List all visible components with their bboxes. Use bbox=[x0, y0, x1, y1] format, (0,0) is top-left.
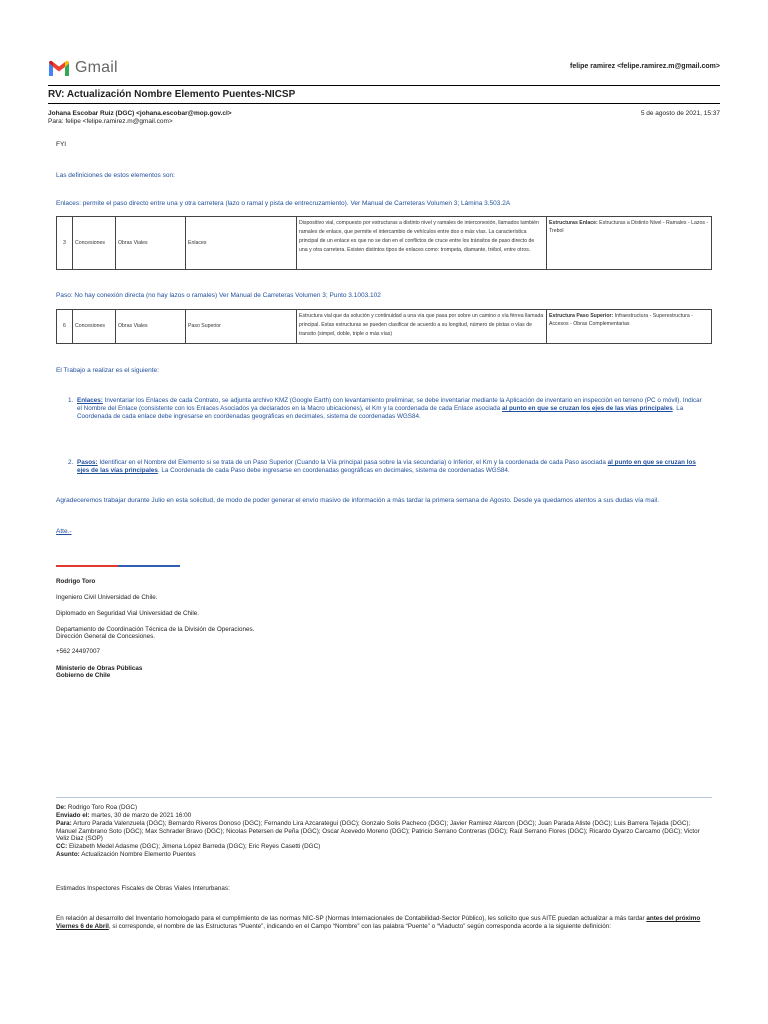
intro-text: Las definiciones de estos elementos son: bbox=[56, 172, 175, 179]
list-item: 2. Pasos: Identificar en el Nombre del Elemento si se trata de un Paso Superior (Cuando la Vía principal pasa sobre la vía secundaria) o Inferior, el Km y la coordenada de cada Paso asociada al punto en que se cruzan los ejes de las vías principales. La Coordenada de cada Paso debe ingresarse en coordenadas geográficas en decimales, sistema de coordenadas WGS84. bbox=[68, 459, 696, 474]
element-cell: Enlaces bbox=[186, 217, 297, 270]
signature-line: Dirección General de Concesiones. bbox=[56, 633, 156, 640]
description-cell: Estructura vial que da solución y continuidad a una vía que pasa por sobre un camino o vía férrea llamada principal. Estas estructuras se pueden clasificar de acuerdo a su longitud, número de pistas o vías de transito (simpel, doble, triple o más vías) bbox=[297, 310, 547, 344]
forward-subject: Asunto: Actualización Nombre Elemento Puentes bbox=[56, 851, 196, 859]
signature-line: Diplomado en Seguridad Vial Universidad de Chile. bbox=[56, 610, 200, 617]
gmail-wordmark: Gmail bbox=[75, 59, 118, 76]
forward-header bbox=[56, 804, 712, 859]
table-row bbox=[57, 217, 712, 270]
fyi-text: FYI bbox=[56, 141, 67, 148]
trabajo-heading: El Trabajo a realizar es el siguiente: bbox=[56, 367, 159, 374]
email-subject: RV: Actualización Nombre Elemento Puentes-NICSP bbox=[48, 89, 296, 100]
enlaces-label: Enlaces: bbox=[77, 397, 103, 404]
type-cell: Obras Viales bbox=[116, 310, 186, 344]
header-divider bbox=[48, 85, 720, 86]
signature-org: Gobierno de Chile bbox=[56, 672, 111, 679]
signature-org: Ministerio de Obras Públicas bbox=[56, 665, 143, 672]
gmail-header bbox=[48, 58, 720, 78]
deadline-emphasis: antes del próximo Viernes 6 de Abril bbox=[56, 915, 701, 930]
enlaces-definition: Enlaces: permite el paso directo entre una y otra carretera (lazo o ramal y pista de entrecruzamiento). Ver Manual de Carreteras Volumen 3; Lámina 3.503.2A bbox=[56, 200, 511, 207]
gmail-logo bbox=[48, 58, 118, 78]
closing-text: Agradeceremos trabajar durante Julio en esta solicitud, de modo de poder generar el envío masivo de información a más tardar la primera semana de Agosto. Desde ya quedamos atentos a sus dudas vía mail. bbox=[56, 497, 660, 504]
table-row bbox=[57, 310, 712, 344]
pasos-label: Pasos: bbox=[77, 459, 98, 466]
forward-to: Para: Arturo Parada Valenzuela (DGC); Bernardo Riveros Donoso (DGC); Fernando Lira Azcarategui (DGC); Gonzalo Solis Pacheco (DGC); Javier Ramirez Alarcon (DGC); Juan Parada Aliste (DGC); Luis Barrera Tejada (DGC); Manuel Zambrano Soto (DGC); Max Schrader Bravo (DGC); Nicolas Petersen de Peña (DGC); Oscar Acevedo Moreno (DGC); Patricio Serrano Contreras (DGC); Raúl Serrano Flores (DGC); Ricardo Oyarzo Carcamo (DGC); Victor Veliz Diaz (SOP) bbox=[56, 819, 700, 843]
signature-phone: +562 24497007 bbox=[56, 648, 100, 655]
forward-divider bbox=[56, 797, 712, 798]
forward-sent: Enviado el: martes, 30 de marzo de 2021 16:00 bbox=[56, 811, 192, 819]
forward-cc: CC: Elizabeth Medel Adasme (DGC); Jimena López Barreda (DGC); Eric Reyes Casetti (DGC) bbox=[56, 843, 321, 851]
row-number: 6 bbox=[57, 310, 73, 344]
paso-table bbox=[56, 309, 712, 344]
email-recipient: Para: felipe <felipe.ramirez.m@gmail.com> bbox=[48, 118, 173, 125]
description-cell: Dispositivo vial, compuesto por estructuras a distinto nivel y ramales de interconexión, llamados también ramales de enlace, que permite el intercambio de vehículos entre dos o más vías. La característica principal de un enlace es que no se dan en el conflictos de cruce entre los tránsitos de paso directo de una y otra carretera. Existen distintos tipos de enlaces como: trompeta, diamante, trébol, entre otros. bbox=[297, 217, 547, 270]
paso-definition: Paso: No hay conexión directa (no hay lazos o ramales) Ver Manual de Carreteras Volumen 3; Punto 3.1003.102 bbox=[56, 292, 381, 299]
enlaces-table bbox=[56, 216, 712, 270]
forward-body: En relación al desarrollo del Inventario homologado para el cumplimiento de las normas NIC-SP (Normas Internacionales de Contabilidad-Sector Público), les solicito que sus AITE puedan actualizar a más tardar antes del próximo Viernes 6 de Abril, si corresponde, el nombre de las Estructuras “Puente”, indicando en el Campo “Nombre” con las palabra “Puente” o “Viaducto” según corresponda acorde a la siguiente definición: bbox=[56, 915, 701, 930]
category-cell: Estructuras Enlace: Estructuras a Distinto Nivel - Ramales - Lazos - Trebol bbox=[547, 217, 712, 270]
category-cell: Estructura Paso Superior: Infraestructura - Superestructura - Accesos - Obras Complementarias bbox=[547, 310, 712, 344]
signature-divider bbox=[56, 565, 180, 567]
concession-cell: Concesiones bbox=[73, 310, 116, 344]
email-date: 5 de agosto de 2021, 15:37 bbox=[640, 110, 720, 117]
emphasis-text: al punto en que se cruzan los ejes de las vías principales bbox=[77, 459, 696, 474]
list-item: 1. Enlaces: Inventariar los Enlaces de cada Contrato, se adjunta archivo KMZ (Google Earth) con levantamiento preliminar, se debe inventariar mediante la Aplicación de inventario en inspección en terreno (PC o móvil). Indicar el Nombre del Enlace (consistente con los Enlaces Asociados ya declarados en la Macro ubicaciones), el Km y la coordenada de cada Enlace asociada al punto en que se cruzan los ejes de las vías principales. La Coordenada de cada enlace debe ingresarse en coordenadas geográficas en decimales, sistema de coordenadas WGS84. bbox=[68, 397, 702, 420]
forward-greeting: Estimados Inspectores Fiscales de Obras Viales Interurbanas: bbox=[56, 885, 230, 892]
row-number: 3 bbox=[57, 217, 73, 270]
subject-divider bbox=[48, 103, 720, 104]
emphasis-text: al punto en que se cruzan los ejes de las vías principales bbox=[501, 404, 673, 412]
signature-line: Ingeniero Civil Universidad de Chile. bbox=[56, 594, 158, 601]
list-number: 1. bbox=[68, 397, 74, 404]
list-number: 2. bbox=[68, 459, 74, 466]
email-sender: Johana Escobar Ruiz (DGC) <johana.escobar@mop.gov.cl> bbox=[48, 110, 232, 117]
gmail-m-icon bbox=[48, 60, 70, 77]
signature-name: Rodrigo Toro bbox=[56, 578, 96, 585]
forward-from: De: Rodrigo Toro Roa (DGC) bbox=[56, 804, 138, 811]
type-cell: Obras Viales bbox=[116, 217, 186, 270]
atte-text: Atte.- bbox=[56, 528, 72, 535]
signature-line: Departamento de Coordinación Técnica de la División de Operaciones. bbox=[56, 626, 255, 633]
element-cell: Paso Superior bbox=[186, 310, 297, 344]
concession-cell: Concesiones bbox=[73, 217, 116, 270]
account-user: felipe ramirez <felipe.ramirez.m@gmail.com> bbox=[570, 63, 720, 70]
